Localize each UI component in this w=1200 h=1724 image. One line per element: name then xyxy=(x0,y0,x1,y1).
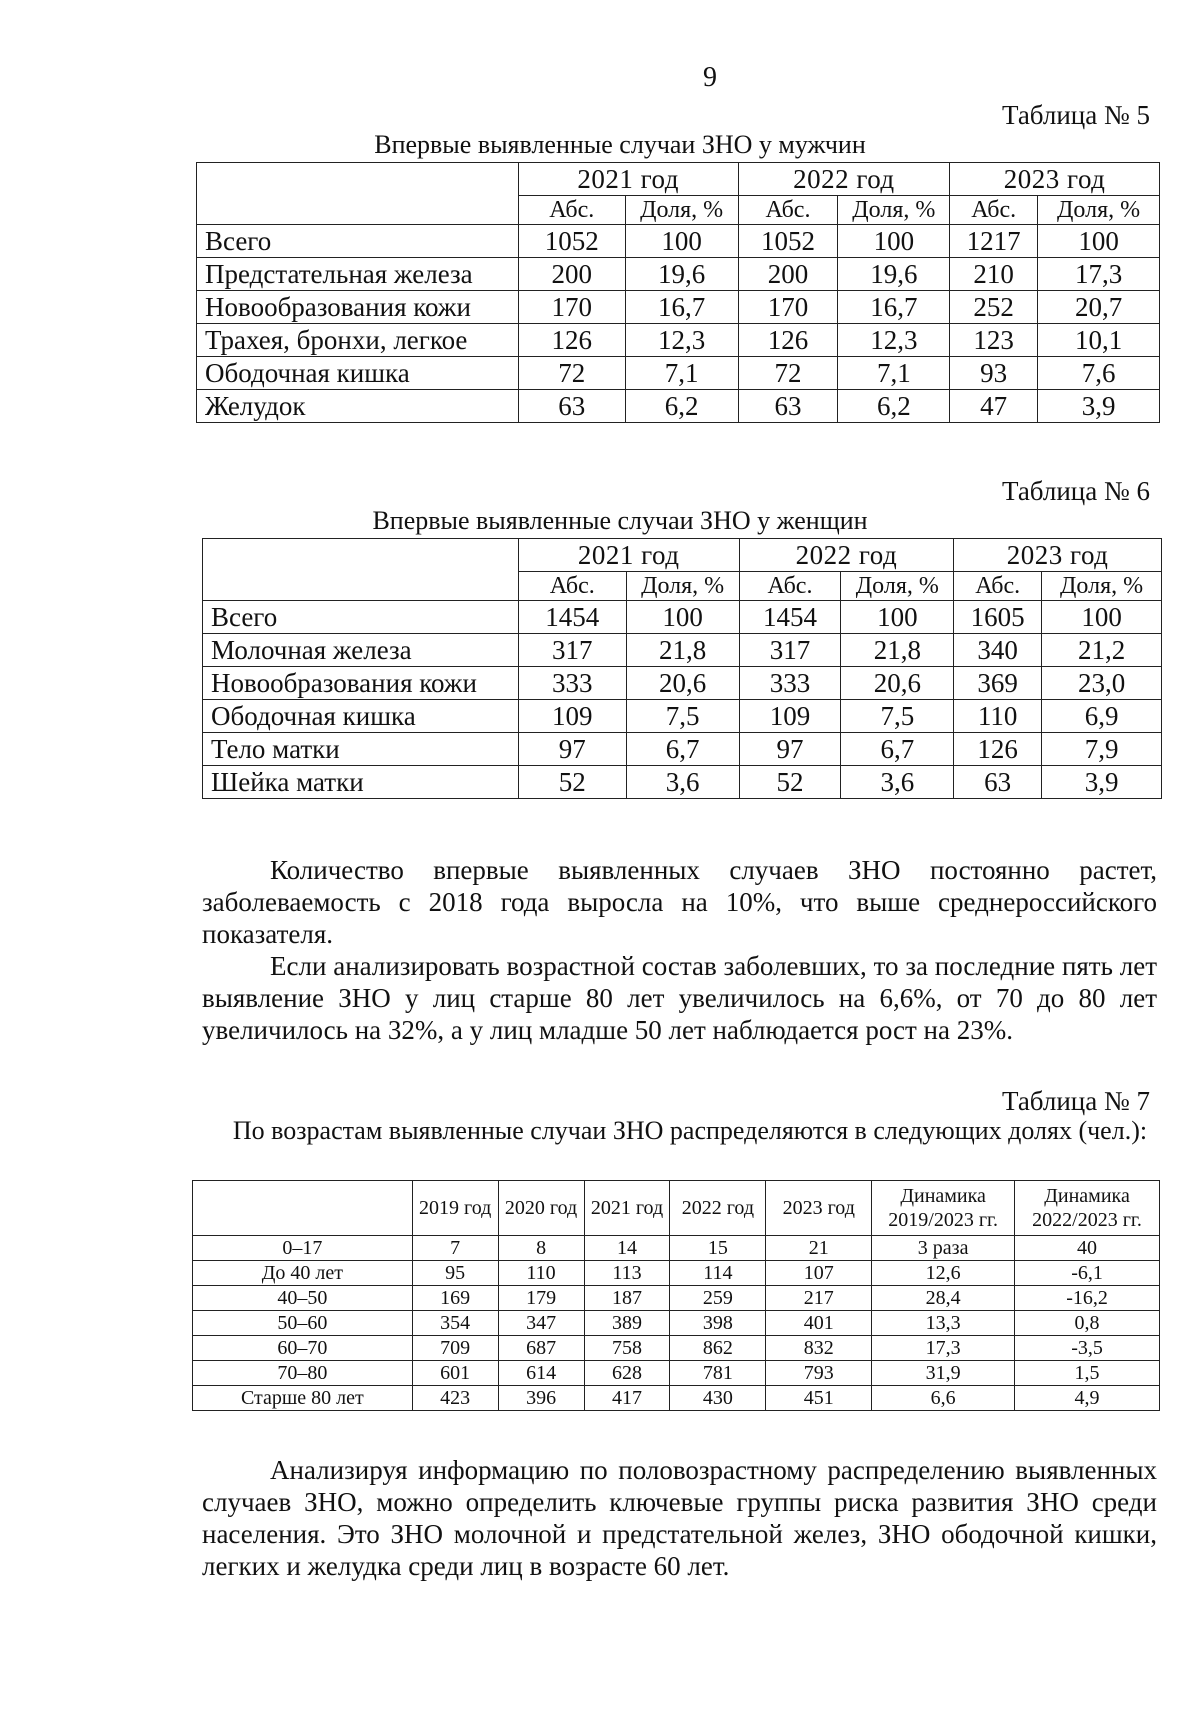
table7 xyxy=(192,1180,1160,1411)
table-cell: 20,6 xyxy=(626,667,739,700)
table7-header-cell: Динамика 2022/2023 гг. xyxy=(1015,1181,1160,1236)
table-cell: 347 xyxy=(498,1311,584,1336)
table-cell: 100 xyxy=(1042,601,1162,634)
table-cell: 451 xyxy=(766,1386,872,1411)
table6-sub-header-abs: Абс. xyxy=(739,572,841,601)
table-cell: 113 xyxy=(584,1261,670,1286)
table-cell: 12,6 xyxy=(872,1261,1015,1286)
table5-corner-cell xyxy=(197,163,519,225)
table-cell: 210 xyxy=(950,258,1038,291)
table6-sub-header-share: Доля, % xyxy=(841,572,954,601)
table-cell: 17,3 xyxy=(872,1336,1015,1361)
table-cell: 354 xyxy=(412,1311,498,1336)
table5-sub-header-share: Доля, % xyxy=(838,196,950,225)
table5-sub-header-abs: Абс. xyxy=(518,196,625,225)
table6-sub-header-share: Доля, % xyxy=(1042,572,1162,601)
table-cell: 10,1 xyxy=(1038,324,1160,357)
paragraph-growth: Количество впервые выявленных случаев ЗНО постоянно растет, заболеваемость с 2018 года выросла на 10%, что выше среднероссийского показателя. xyxy=(202,855,1157,949)
table6-year-header: 2021 год xyxy=(518,539,739,572)
table-cell: 3,9 xyxy=(1038,390,1160,423)
table7-label: Таблица № 7 xyxy=(1002,1086,1150,1116)
table-cell: 12,3 xyxy=(838,324,950,357)
table-cell: 317 xyxy=(518,634,626,667)
table-cell: 114 xyxy=(670,1261,766,1286)
table6-label: Таблица № 6 xyxy=(1002,476,1150,506)
table7-header-cell: 2022 год xyxy=(670,1181,766,1236)
table-cell: 7,6 xyxy=(1038,357,1160,390)
row-name: Всего xyxy=(197,225,519,258)
table-cell: 217 xyxy=(766,1286,872,1311)
table-row xyxy=(197,225,1160,258)
table-cell: 52 xyxy=(518,766,626,799)
table7-header-cell: 2019 год xyxy=(412,1181,498,1236)
table-row xyxy=(197,291,1160,324)
table6-sub-header-abs: Абс. xyxy=(954,572,1042,601)
table-cell: 97 xyxy=(518,733,626,766)
table-cell: 40 xyxy=(1015,1236,1160,1261)
table-cell: 6,2 xyxy=(838,390,950,423)
row-name: Новообразования кожи xyxy=(203,667,519,700)
table6-corner-cell xyxy=(203,539,519,601)
table-cell: 7,5 xyxy=(841,700,954,733)
table-cell: 20,7 xyxy=(1038,291,1160,324)
table6-body xyxy=(203,539,1162,799)
table-cell: 862 xyxy=(670,1336,766,1361)
table-cell: 93 xyxy=(950,357,1038,390)
table-row xyxy=(203,667,1162,700)
row-name: До 40 лет xyxy=(193,1261,413,1286)
table-cell: 126 xyxy=(738,324,838,357)
table-cell: 333 xyxy=(518,667,626,700)
table-cell: -6,1 xyxy=(1015,1261,1160,1286)
table-row xyxy=(193,1386,1160,1411)
table-cell: 3 раза xyxy=(872,1236,1015,1261)
table-cell: 14 xyxy=(584,1236,670,1261)
table-cell: 95 xyxy=(412,1261,498,1286)
table-cell: 396 xyxy=(498,1386,584,1411)
table-row xyxy=(193,1286,1160,1311)
table5-year-header: 2023 год xyxy=(950,163,1160,196)
paragraph-age-composition: Если анализировать возрастной состав заболевших, то за последние пять лет выявление ЗНО у лиц старше 80 лет увеличилось на 6,6%, от 70 до 80 лет увеличилось на 32%, а у лиц младше 50 лет наблюдается рост на 23%. xyxy=(202,951,1157,1045)
table-cell: 28,4 xyxy=(872,1286,1015,1311)
table-cell: 72 xyxy=(738,357,838,390)
table-cell: 100 xyxy=(1038,225,1160,258)
table-cell: 6,2 xyxy=(625,390,738,423)
table-cell: 200 xyxy=(738,258,838,291)
table-cell: 19,6 xyxy=(838,258,950,291)
table-cell: 179 xyxy=(498,1286,584,1311)
row-name: 70–80 xyxy=(193,1361,413,1386)
table-cell: 6,9 xyxy=(1042,700,1162,733)
table6-caption: Впервые выявленные случаи ЗНО у женщин xyxy=(372,506,868,535)
table-cell: 100 xyxy=(625,225,738,258)
table-cell: 7 xyxy=(412,1236,498,1261)
table7-header-row xyxy=(193,1181,1160,1236)
table-cell: 21,8 xyxy=(626,634,739,667)
row-name: Тело матки xyxy=(203,733,519,766)
table-row xyxy=(193,1236,1160,1261)
table-cell: 123 xyxy=(950,324,1038,357)
table-row xyxy=(197,390,1160,423)
table7-header-cell: 2021 год xyxy=(584,1181,670,1236)
table-cell: 20,6 xyxy=(841,667,954,700)
table-cell: 398 xyxy=(670,1311,766,1336)
row-name: Желудок xyxy=(197,390,519,423)
table5-sub-header-share: Доля, % xyxy=(625,196,738,225)
table-cell: 52 xyxy=(739,766,841,799)
table-row xyxy=(193,1261,1160,1286)
page-number: 9 xyxy=(703,62,717,93)
table-cell: 13,3 xyxy=(872,1311,1015,1336)
table5-caption: Впервые выявленные случаи ЗНО у мужчин xyxy=(374,130,866,159)
table-cell: 317 xyxy=(739,634,841,667)
table-row xyxy=(203,733,1162,766)
table-cell: 628 xyxy=(584,1361,670,1386)
table-cell: 401 xyxy=(766,1311,872,1336)
table-row xyxy=(197,357,1160,390)
table-cell: 3,9 xyxy=(1042,766,1162,799)
table-cell: 12,3 xyxy=(625,324,738,357)
table-cell: 259 xyxy=(670,1286,766,1311)
table-cell: 47 xyxy=(950,390,1038,423)
table7-header-cell: 2020 год xyxy=(498,1181,584,1236)
table-cell: 3,6 xyxy=(841,766,954,799)
row-name: 50–60 xyxy=(193,1311,413,1336)
table-cell: -3,5 xyxy=(1015,1336,1160,1361)
table-cell: 6,7 xyxy=(841,733,954,766)
table7-caption: По возрастам выявленные случаи ЗНО распределяются в следующих долях (чел.): xyxy=(232,1116,1148,1145)
table-cell: 423 xyxy=(412,1386,498,1411)
row-name: Ободочная кишка xyxy=(197,357,519,390)
table-cell: 8 xyxy=(498,1236,584,1261)
table-cell: 369 xyxy=(954,667,1042,700)
table-cell: 7,1 xyxy=(625,357,738,390)
table5-sub-header-abs: Абс. xyxy=(738,196,838,225)
table-row xyxy=(193,1336,1160,1361)
row-name: Ободочная кишка xyxy=(203,700,519,733)
table-cell: 63 xyxy=(518,390,625,423)
row-name: 0–17 xyxy=(193,1236,413,1261)
table6-year-header: 2022 год xyxy=(739,539,954,572)
table-cell: 3,6 xyxy=(626,766,739,799)
row-name: Новообразования кожи xyxy=(197,291,519,324)
table-cell: 832 xyxy=(766,1336,872,1361)
row-name: Молочная железа xyxy=(203,634,519,667)
table-cell: 19,6 xyxy=(625,258,738,291)
table5-body xyxy=(197,163,1160,423)
table-cell: 126 xyxy=(954,733,1042,766)
table-row xyxy=(203,601,1162,634)
table-row xyxy=(193,1361,1160,1386)
row-name: Шейка матки xyxy=(203,766,519,799)
table-row xyxy=(203,766,1162,799)
table-cell: 0,8 xyxy=(1015,1311,1160,1336)
row-name: Трахея, бронхи, легкое xyxy=(197,324,519,357)
paragraph-risk-groups: Анализируя информацию по половозрастному распределению выявленных случаев ЗНО, можно определить ключевые группы риска развития ЗНО среди населения. Это ЗНО молочной и предстательной желез, ЗНО ободочной кишки, легких и желудка среди лиц в возрасте 60 лет. xyxy=(202,1455,1157,1581)
table-cell: 100 xyxy=(841,601,954,634)
table-cell: 16,7 xyxy=(625,291,738,324)
table-cell: 21 xyxy=(766,1236,872,1261)
table-cell: 126 xyxy=(518,324,625,357)
row-name: 60–70 xyxy=(193,1336,413,1361)
table-cell: 333 xyxy=(739,667,841,700)
table-cell: 31,9 xyxy=(872,1361,1015,1386)
table-cell: 63 xyxy=(738,390,838,423)
table-row xyxy=(203,634,1162,667)
table7-header-cell: Динамика 2019/2023 гг. xyxy=(872,1181,1015,1236)
table-cell: 1605 xyxy=(954,601,1042,634)
table-cell: 614 xyxy=(498,1361,584,1386)
row-name: Предстательная железа xyxy=(197,258,519,291)
table-cell: 63 xyxy=(954,766,1042,799)
table7-body xyxy=(193,1181,1160,1411)
row-name: Старше 80 лет xyxy=(193,1386,413,1411)
table5-sub-header-share: Доля, % xyxy=(1038,196,1160,225)
table-cell: 252 xyxy=(950,291,1038,324)
table-cell: 781 xyxy=(670,1361,766,1386)
table6 xyxy=(202,538,1162,799)
table-cell: 340 xyxy=(954,634,1042,667)
table-cell: 601 xyxy=(412,1361,498,1386)
table-cell: 430 xyxy=(670,1386,766,1411)
table-cell: 15 xyxy=(670,1236,766,1261)
table-row xyxy=(197,258,1160,291)
table5-year-header-row xyxy=(197,163,1160,196)
table5-year-header: 2021 год xyxy=(518,163,738,196)
table-cell: 110 xyxy=(498,1261,584,1286)
table-cell: 6,7 xyxy=(626,733,739,766)
table-row xyxy=(203,700,1162,733)
table-cell: 100 xyxy=(838,225,950,258)
table-cell: 793 xyxy=(766,1361,872,1386)
table-cell: 21,8 xyxy=(841,634,954,667)
table-cell: 7,5 xyxy=(626,700,739,733)
table6-sub-header-abs: Абс. xyxy=(518,572,626,601)
table-cell: 1052 xyxy=(738,225,838,258)
table-cell: 107 xyxy=(766,1261,872,1286)
table5-year-header: 2022 год xyxy=(738,163,950,196)
table-cell: 7,9 xyxy=(1042,733,1162,766)
table-cell: 23,0 xyxy=(1042,667,1162,700)
table-cell: 758 xyxy=(584,1336,670,1361)
table-cell: 170 xyxy=(518,291,625,324)
table5-label: Таблица № 5 xyxy=(1002,100,1150,130)
table-cell: 72 xyxy=(518,357,625,390)
table-cell: 1217 xyxy=(950,225,1038,258)
table-cell: 100 xyxy=(626,601,739,634)
table6-sub-header-share: Доля, % xyxy=(626,572,739,601)
table-cell: 1454 xyxy=(518,601,626,634)
table-cell: 200 xyxy=(518,258,625,291)
table-row xyxy=(197,324,1160,357)
table-cell: 109 xyxy=(739,700,841,733)
table-cell: 170 xyxy=(738,291,838,324)
table-cell: 97 xyxy=(739,733,841,766)
table-cell: 4,9 xyxy=(1015,1386,1160,1411)
table-cell: 169 xyxy=(412,1286,498,1311)
table-cell: 109 xyxy=(518,700,626,733)
table-cell: 1454 xyxy=(739,601,841,634)
table7-header-cell: 2023 год xyxy=(766,1181,872,1236)
table7-header-cell xyxy=(193,1181,413,1236)
table-cell: 110 xyxy=(954,700,1042,733)
table-cell: -16,2 xyxy=(1015,1286,1160,1311)
table-cell: 389 xyxy=(584,1311,670,1336)
table-cell: 687 xyxy=(498,1336,584,1361)
table-cell: 17,3 xyxy=(1038,258,1160,291)
table-cell: 417 xyxy=(584,1386,670,1411)
table-cell: 16,7 xyxy=(838,291,950,324)
table-cell: 1052 xyxy=(518,225,625,258)
table-cell: 7,1 xyxy=(838,357,950,390)
table5-sub-header-abs: Абс. xyxy=(950,196,1038,225)
row-name: 40–50 xyxy=(193,1286,413,1311)
row-name: Всего xyxy=(203,601,519,634)
table-cell: 709 xyxy=(412,1336,498,1361)
table-cell: 1,5 xyxy=(1015,1361,1160,1386)
table6-year-header: 2023 год xyxy=(954,539,1162,572)
table-row xyxy=(193,1311,1160,1336)
table6-year-header-row xyxy=(203,539,1162,572)
table-cell: 187 xyxy=(584,1286,670,1311)
table5 xyxy=(196,162,1160,423)
table-cell: 6,6 xyxy=(872,1386,1015,1411)
table-cell: 21,2 xyxy=(1042,634,1162,667)
